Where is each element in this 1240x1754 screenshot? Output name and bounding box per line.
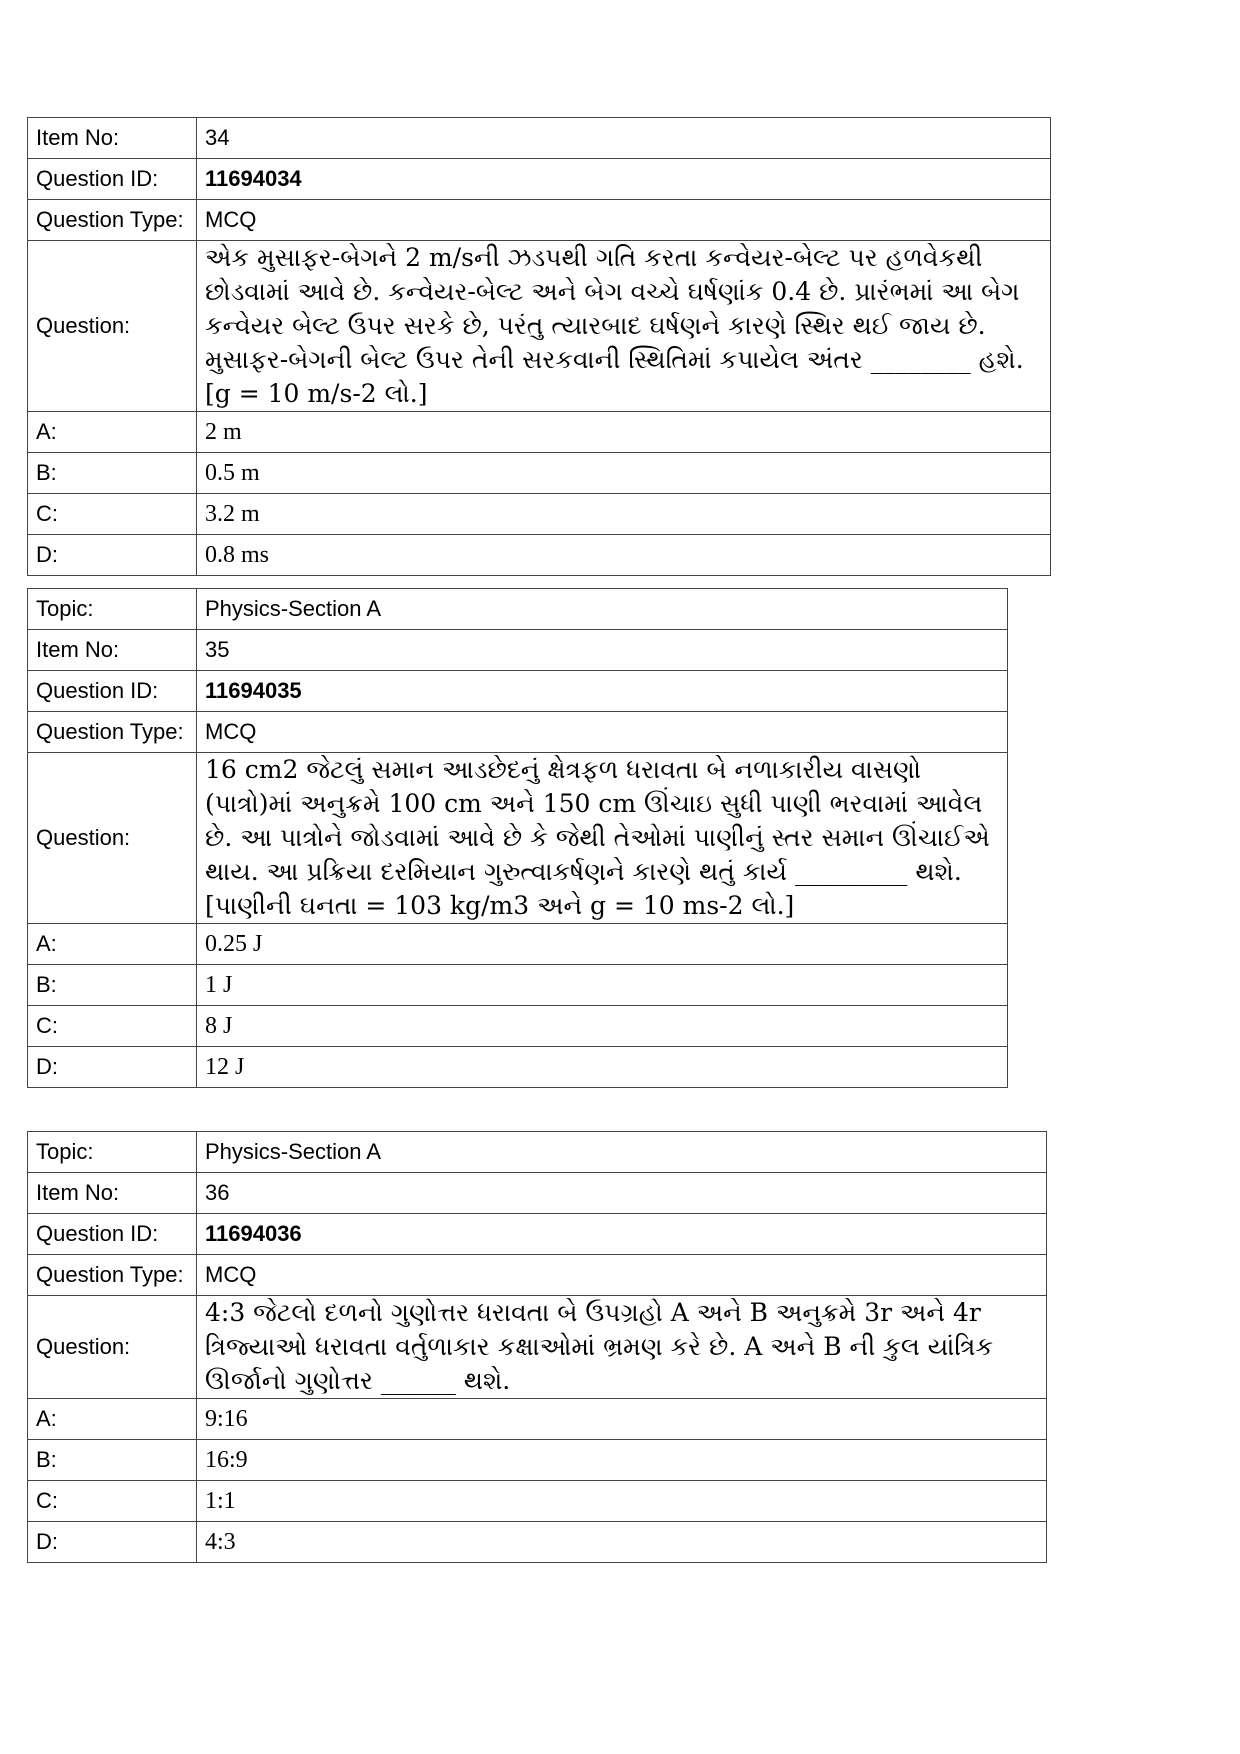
topic-row <box>28 1132 1047 1173</box>
question-type-value: MCQ <box>197 200 1051 241</box>
item-no-value: 35 <box>197 630 1008 671</box>
item-no-label: Item No: <box>28 1173 197 1214</box>
option-b-label: B: <box>28 453 197 494</box>
option-d-label: D: <box>28 1047 197 1088</box>
option-c-label: C: <box>28 1006 197 1047</box>
item-no-value: 34 <box>197 118 1051 159</box>
question-id-label: Question ID: <box>28 1214 197 1255</box>
option-c-row <box>28 1481 1047 1522</box>
question-label: Question: <box>28 241 197 412</box>
question-id-value: 11694034 <box>197 159 1051 200</box>
option-c-row <box>28 494 1051 535</box>
option-d-value: 4:3 <box>197 1522 1047 1563</box>
question-id-label: Question ID: <box>28 671 197 712</box>
option-b-value: 1 J <box>197 965 1008 1006</box>
question-label: Question: <box>28 1296 197 1399</box>
option-a-label: A: <box>28 412 197 453</box>
topic-value: Physics-Section A <box>197 1132 1047 1173</box>
option-b-label: B: <box>28 1440 197 1481</box>
question-type-label: Question Type: <box>28 200 197 241</box>
question-type-value: MCQ <box>197 712 1008 753</box>
option-d-value: 12 J <box>197 1047 1008 1088</box>
option-a-row <box>28 1399 1047 1440</box>
topic-row <box>28 589 1008 630</box>
option-d-row <box>28 1047 1008 1088</box>
option-b-row <box>28 1440 1047 1481</box>
question-row <box>28 241 1051 412</box>
topic-label: Topic: <box>28 589 197 630</box>
question-table-34 <box>27 117 1051 576</box>
question-type-row <box>28 1255 1047 1296</box>
item-no-row <box>28 118 1051 159</box>
question-type-label: Question Type: <box>28 712 197 753</box>
option-a-value: 0.25 J <box>197 924 1008 965</box>
option-c-value: 8 J <box>197 1006 1008 1047</box>
topic-value: Physics-Section A <box>197 589 1008 630</box>
question-label: Question: <box>28 753 197 924</box>
question-row <box>28 1296 1047 1399</box>
option-d-row <box>28 1522 1047 1563</box>
question-cell <box>197 753 1008 924</box>
option-b-value: 0.5 m <box>197 453 1051 494</box>
question-table-35 <box>27 588 1008 1088</box>
option-c-label: C: <box>28 494 197 535</box>
option-b-value: 16:9 <box>197 1440 1047 1481</box>
option-a-label: A: <box>28 924 197 965</box>
item-no-row <box>28 630 1008 671</box>
question-type-value: MCQ <box>197 1255 1047 1296</box>
option-d-row <box>28 535 1051 576</box>
question-id-label: Question ID: <box>28 159 197 200</box>
item-no-row <box>28 1173 1047 1214</box>
option-c-row <box>28 1006 1008 1047</box>
question-type-row <box>28 712 1008 753</box>
item-no-label: Item No: <box>28 630 197 671</box>
option-a-row <box>28 412 1051 453</box>
question-row <box>28 753 1008 924</box>
question-text: એક મુસાફર-બેગને 2 m/sની ઝડપથી ગતિ કરતા કન્વેયર-બેલ્ટ પર હળવેકથી છોડવામાં આવે છે. કન્વેયર-બેલ્ટ અને બેગ વચ્ચે ઘર્ષણાંક 0.4 છે. પ્રારંભમાં આ બેગ કન્વેયર બેલ્ટ ઉપર સરકે છે, પરંતુ ત્યારબાદ ઘર્ષણને કારણે સ્થિર થઈ જાય છે. મુસાફર-બેગની બેલ્ટ ઉપર તેની સરકવાની સ્થિતિમાં કપાયેલ અંતર ________ હશે. [g = 10 m/s-2 લો.] <box>197 241 1051 412</box>
option-b-row <box>28 965 1008 1006</box>
question-id-row <box>28 1214 1047 1255</box>
question-text: 4:3 જેટલો દળનો ગુણોત્તર ધરાવતા બે ઉપગ્રહો A અને B અનુક્રમે 3r અને 4r ત્રિજ્યાઓ ધરાવતા વર્તુળાકાર કક્ષાઓમાં ભ્રમણ કરે છે. A અને B ની કુલ યાંત્રિક ઊર્જાનો ગુણોત્તર ______ થશે. <box>197 1296 1047 1399</box>
option-a-label: A: <box>28 1399 197 1440</box>
option-d-label: D: <box>28 535 197 576</box>
topic-label: Topic: <box>28 1132 197 1173</box>
question-type-row <box>28 200 1051 241</box>
option-c-value: 3.2 m <box>197 494 1051 535</box>
question-id-value: 11694035 <box>197 671 1008 712</box>
option-c-value: 1:1 <box>197 1481 1047 1522</box>
option-d-label: D: <box>28 1522 197 1563</box>
option-b-label: B: <box>28 965 197 1006</box>
item-no-value: 36 <box>197 1173 1047 1214</box>
question-text: 16 cm2 જેટલું સમાન આડછેદનું ક્ષેત્રફળ ધરાવતા બે નળાકારીય વાસણો (પાત્રો)માં અનુક્રમે 100 cm અને 150 cm ઊંચાઇ સુધી પાણી ભરવામાં આવેલ છે. આ પાત્રોને જોડવામાં આવે છે કે જેથી તેઓમાં પાણીનું સ્તર સમાન ઊંચાઈએ થાય. આ પ્રક્રિયા દરમિયાન ગુરુત્વાકર્ષણને કારણે થતું કાર્ય _________ થશે. <box>205 755 990 886</box>
question-note: [પાણીની ઘનતા = 103 kg/m3 અને g = 10 ms-2 લો.] <box>205 891 795 920</box>
option-a-value: 2 m <box>197 412 1051 453</box>
item-no-label: Item No: <box>28 118 197 159</box>
option-a-value: 9:16 <box>197 1399 1047 1440</box>
question-id-row <box>28 159 1051 200</box>
option-d-value: 0.8 ms <box>197 535 1051 576</box>
option-c-label: C: <box>28 1481 197 1522</box>
question-table-36 <box>27 1131 1047 1563</box>
question-type-label: Question Type: <box>28 1255 197 1296</box>
option-a-row <box>28 924 1008 965</box>
option-b-row <box>28 453 1051 494</box>
question-id-row <box>28 671 1008 712</box>
question-id-value: 11694036 <box>197 1214 1047 1255</box>
